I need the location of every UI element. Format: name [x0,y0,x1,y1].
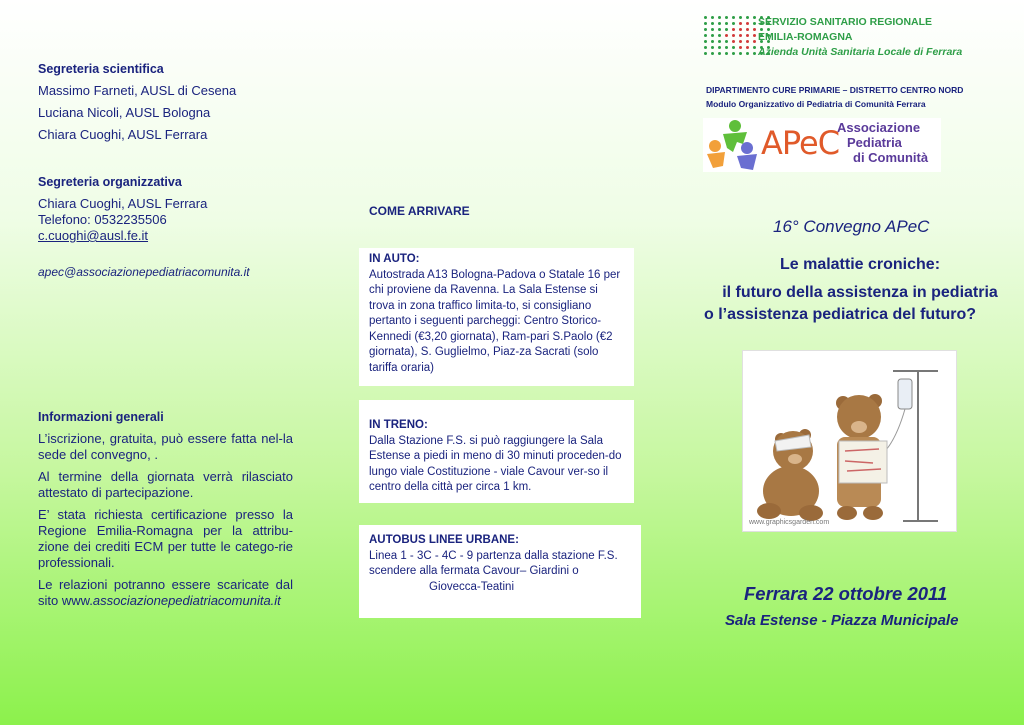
teddy-bears-icon [743,351,956,531]
ssr-line-1: SERVIZIO SANITARIO REGIONALE [758,16,933,28]
bus-directions-box [359,525,641,618]
organizing-secretariat [38,174,293,280]
apec-assoc-2: Pediatria [847,135,902,150]
event-date: Ferrara 22 ottobre 2011 [744,583,948,604]
car-title: IN AUTO: [369,253,420,265]
department-heading [706,83,963,111]
image-credit: www.graphicsgarden.com [749,519,830,526]
sci-line-3: Chiara Cuoghi, AUSL Ferrara [38,127,208,142]
train-title: IN TRENO: [369,419,428,431]
apec-assoc-text [837,120,928,165]
apec-logo-text: APeC [761,124,840,162]
sci-line-2: Luciana Nicoli, AUSL Bologna [38,105,211,120]
event-title-1: Le malattie croniche: [779,256,941,273]
info-registration: L’iscrizione, gratuita, può essere fatta nel-la sede del convegno, . [38,431,293,462]
ssr-line-3: Azienda Unità Sanitaria Locale di Ferrara [758,46,963,58]
teddy-bears-illustration [742,350,957,532]
apec-assoc-1: Associazione [837,120,921,135]
sci-line-1: Massimo Farneti, AUSL di Cesena [38,83,237,98]
bus-title: AUTOBUS LINEE URBANE: [369,534,519,546]
org-email-link[interactable]: c.cuoghi@ausl.fe.it [38,228,149,243]
come-arrivare-heading: COME ARRIVARE [369,204,470,218]
ssr-line-2: EMILIA-ROMAGNA [758,31,853,43]
apec-assoc-3: di Comunità [853,150,929,165]
bus-text: Linea 1 - 3C - 4C - 9 partenza dalla stazione F.S. scendere alla fermata Cavour– Giardini o [369,549,618,577]
info-download-site-link[interactable]: associazionepediatriacomunita.it [92,593,281,608]
car-text: Autostrada A13 Bologna-Padova o Statale 16 per chi proviene da Ravenna. La Sala Estense si trova in zona traffico limita-to, si consigliano pertanto i seguenti parcheggi: Centro Storico-Kennedi (€3,20 giornata), Ram-pari S.Paolo (€2 giornata), S. Guglielmo, Piaz-za Sacrati (solo tariffa oraria) [369,268,621,374]
dept-line-1: DIPARTIMENTO CURE PRIMARIE – DISTRETTO CENTRO NORD [706,85,964,95]
general-info [38,409,293,609]
sci-title: Segreteria scientifica [38,62,164,76]
ssr-heading [758,15,962,60]
org-name: Chiara Cuoghi, AUSL Ferrara [38,196,208,211]
convegno-title: 16° Convegno APeC [773,217,930,236]
apec-logo [703,118,941,172]
org-title: Segreteria organizzativa [38,175,182,189]
info-download [38,577,293,609]
org-phone: Telefono: 0532235506 [38,212,167,227]
apec-email-link[interactable]: apec@associazionepediatriacomunita.it [38,265,250,279]
info-title: Informazioni generali [38,410,164,424]
train-directions-box [359,400,634,503]
children-figures-icon [703,118,761,172]
car-directions-box [359,248,634,386]
info-download-text: Le relazioni potranno essere scaricate dal sito www. [38,577,293,608]
event-title [700,254,1020,326]
info-certificate: Al termine della giornata verrà rilasciato attestato di partecipazione. [38,469,293,500]
dept-line-2: Modulo Organizzativo di Pediatria di Comunità Ferrara [706,99,926,109]
scientific-secretariat [38,61,293,143]
event-title-3: o l’assistenza pediatrica del futuro? [704,306,977,323]
train-text: Dalla Stazione F.S. si può raggiungere la Sala Estense a piedi in meno di 30 minuti proceden-do lungo viale Costituzione - viale Cavour ver-so il centro della città per circa 1 km. [369,434,622,493]
info-ecm: E’ stata richiesta certificazione presso la Regione Emilia-Romagna per la attribu-zione dei crediti ECM per tutte le catego-rie professionali. [38,507,293,570]
event-place: Sala Estense - Piazza Municipale [725,612,959,629]
bus-text-2: Giovecca-Teatini [429,580,515,593]
event-title-2: il futuro della assistenza in pediatria [722,284,998,301]
